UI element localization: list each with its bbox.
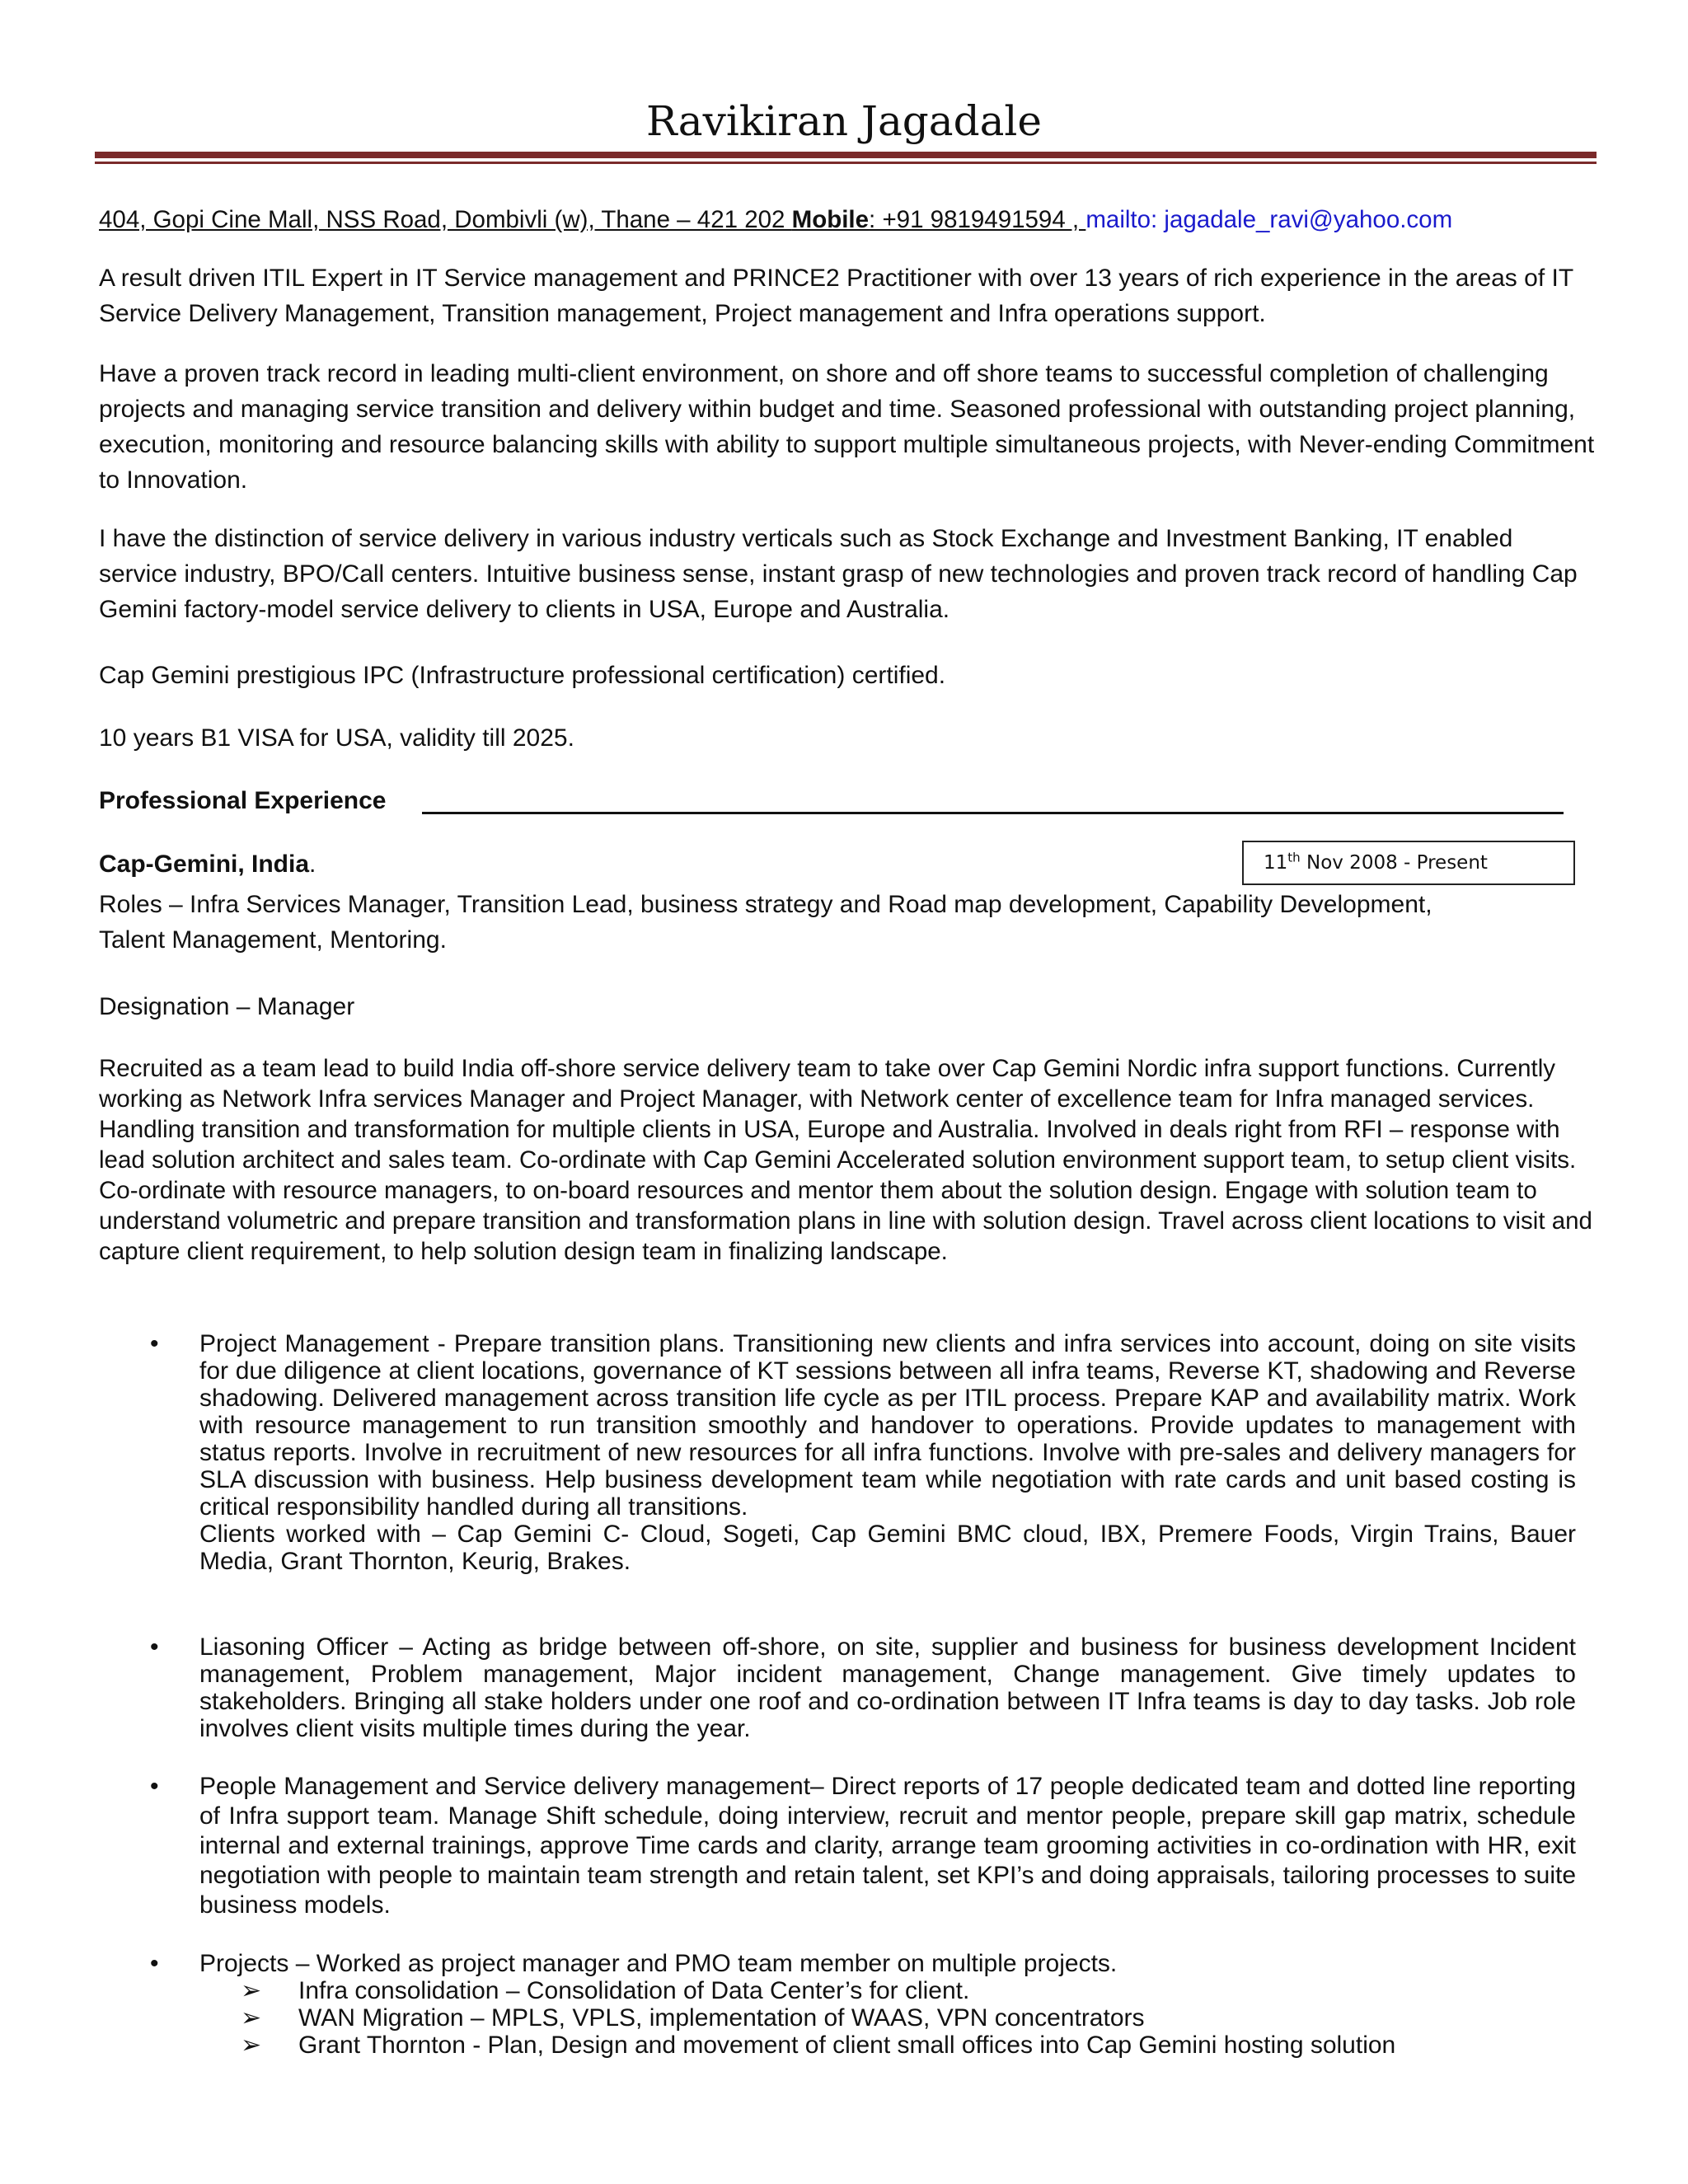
sub-item: ➢ Infra consolidation – Consolidation of Data Center’s for client. — [241, 1977, 970, 2004]
email-link[interactable]: mailto: jagadale_ravi@yahoo.com — [1085, 206, 1453, 233]
summary-paragraph: A result driven ITIL Expert in IT Service management and PRINCE2 Practitioner with over 13 years of rich experience in the areas of IT Service Delivery Management, Transition management, Project management and Infra operations support. — [99, 265, 1573, 327]
summary-paragraph: Cap Gemini prestigious IPC (Infrastructure professional certification) certified. — [99, 662, 946, 689]
sub-item: ➢ WAN Migration – MPLS, VPLS, implementation of WAAS, VPN concentrators — [241, 2004, 1145, 2032]
mobile-number: : +91 9819491594 , — [869, 206, 1086, 233]
roles: Roles – Infra Services Manager, Transition Lead, business strategy and Road map development, Capability Development, Talent Management, Mentoring. — [99, 891, 1432, 954]
header-rule-thick — [95, 152, 1597, 158]
bullet-extra: Clients worked with – Cap Gemini C- Cloud, Sogeti, Cap Gemini BMC cloud, IBX, Premere Foods, Virgin Trains, Bauer Media, Grant Thornton, Keurig, Brakes. — [199, 1521, 1576, 1575]
section-title: Professional Experience — [99, 787, 387, 814]
bullet-text: Project Management - Prepare transition plans. Transitioning new clients and infra services into account, doing on site visits for due diligence at client locations, governance of KT sessions between all infra teams, Reverse KT, shadowing and Reverse shadowing. Delivered management across transition life cycle as per ITIL process. Prepare KAP and availability matrix. Work with resource management to run transition smoothly and handover to operations. Provide updates to management with status reports. Involve in recruitment of new resources for all infra functions. Involve with pre-sales and delivery managers for SLA discussion with business. Help business development team while negotiation with rate cards and unit based costing is critical responsibility handled during all transitions. — [199, 1330, 1576, 1521]
contact-line — [99, 206, 1452, 234]
bullet-text: Projects – Worked as project manager and PMO team member on multiple projects. — [199, 1950, 1118, 1977]
summary-paragraph: 10 years B1 VISA for USA, validity till 2025. — [99, 724, 574, 752]
designation: Designation – Manager — [99, 993, 355, 1020]
bullet-glyph: • — [150, 1330, 159, 1357]
bullet-glyph: • — [150, 1773, 159, 1800]
mobile-label: Mobile — [791, 206, 870, 233]
bullet-glyph: • — [150, 1950, 159, 1977]
section-underline — [422, 812, 1564, 814]
summary-paragraph: Have a proven track record in leading multi-client environment, on shore and off shore teams to successful completion of challenging projects and managing service transition and delivery within budget and time. Seasoned professional with outstanding project planning, execution, monitoring and resource balancing skills with ability to support multiple simultaneous projects, with Never-ending Commitment to Innovation. — [99, 360, 1595, 494]
arrow-icon: ➢ — [241, 2004, 262, 2032]
header-rule-thin — [95, 162, 1597, 164]
bullet-text: Liasoning Officer – Acting as bridge between off-shore, on site, supplier and business for business development Incident management, Problem management, Major incident management, Change management. Give timely updates to stakeholders. Bringing all stake holders under one roof and co-ordination between IT Infra teams is day to day tasks. Job role involves client visits multiple times during the year. — [199, 1633, 1576, 1742]
bullet-text: People Management and Service delivery management– Direct reports of 17 people dedicated team and dotted line reporting of Infra support team. Manage Shift schedule, doing interview, recruit and mentor people, prepare skill gap matrix, schedule internal and external trainings, approve Time cards and clarity, arrange team grooming activities in co-ordination with HR, exit negotiation with people to maintain team strength and retain talent, set KPI’s and doing appraisals, tailoring processes to suite business models. — [199, 1773, 1576, 1919]
sub-item: ➢ Grant Thornton - Plan, Design and movement of client small offices into Cap Gemini hosting solution — [241, 2032, 1396, 2059]
summary-paragraph: I have the distinction of service delivery in various industry verticals such as Stock Exchange and Investment Banking, IT enabled service industry, BPO/Call centers. Intuitive business sense, instant grasp of new technologies and proven track record of handling Cap Gemini factory-model service delivery to clients in USA, Europe and Australia. — [99, 525, 1578, 623]
bullet-glyph: • — [150, 1633, 159, 1661]
arrow-icon: ➢ — [241, 1977, 262, 2004]
arrow-icon: ➢ — [241, 2032, 262, 2059]
employment-dates: 11th Nov 2008 - Present — [1242, 841, 1575, 885]
address: 404, Gopi Cine Mall, NSS Road, Dombivli (w), Thane – 421 202 — [99, 206, 792, 233]
company-name: Cap-Gemini, India. — [99, 851, 316, 878]
candidate-name: Ravikiran Jagadale — [645, 97, 1042, 145]
job-description: Recruited as a team lead to build India off-shore service delivery team to take over Cap Gemini Nordic infra support functions. Currently working as Network Infra services Manager and Project Manager, with Network center of excellence team for Infra managed services. Handling transition and transformation for multiple clients in USA, Europe and Australia. Involved in deals right from RFI – response with lead solution architect and sales team. Co-ordinate with Cap Gemini Accelerated solution environment support team, to setup client visits. Co-ordinate with resource managers, to on-board resources and mentor them about the solution design. Engage with solution team to understand volumetric and prepare transition and transformation plans in line with solution design. Travel across client locations to visit and capture client requirement, to help solution design team in finalizing landscape. — [99, 1055, 1592, 1265]
